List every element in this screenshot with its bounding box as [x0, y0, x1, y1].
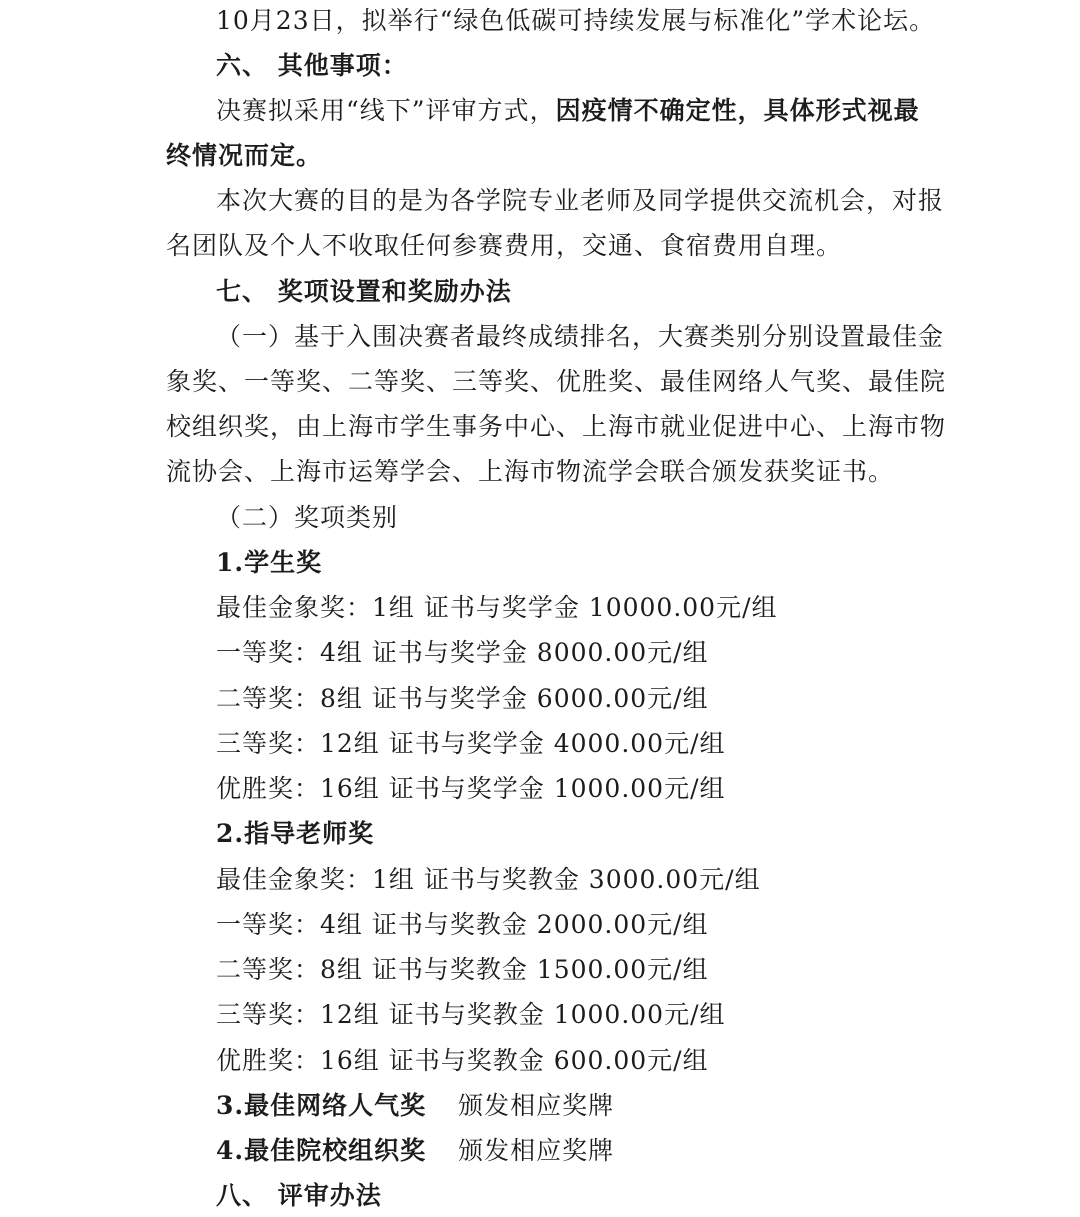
- final-review-continued: 终情况而定。: [166, 141, 323, 170]
- purpose-line-2: 名团队及个人不收取任何参赛费用，交通、食宿费用自理。: [166, 231, 843, 260]
- teacher-award-gold: 最佳金象奖：1组 证书与奖教金 3000.00元/组: [216, 865, 761, 894]
- teacher-award-second: 二等奖：8组 证书与奖教金 1500.00元/组: [216, 955, 709, 984]
- network-award-title: 3.最佳网络人气奖: [216, 1091, 427, 1120]
- section-7-heading: 七、 奖项设置和奖励办法: [216, 277, 512, 306]
- section-8-heading: 八、 评审办法: [216, 1181, 382, 1210]
- teacher-award-merit: 优胜奖：16组 证书与奖教金 600.00元/组: [216, 1046, 709, 1075]
- final-review-method: 决赛拟采用“线下”评审方式，: [216, 96, 556, 125]
- organization-award-desc: 颁发相应奖牌: [458, 1136, 615, 1165]
- purpose-line-1: 本次大赛的目的是为各学院专业老师及同学提供交流机会，对报: [216, 186, 945, 215]
- section-6-heading: 六、 其他事项：: [216, 51, 408, 80]
- award-category-heading: （二）奖项类别: [216, 503, 399, 532]
- network-award-line: [216, 1091, 614, 1121]
- award-setting-line-3: 校组织奖，由上海市学生事务中心、上海市就业促进中心、上海市物: [166, 412, 947, 441]
- award-setting-line-2: 象奖、一等奖、二等奖、三等奖、优胜奖、最佳网络人气奖、最佳院: [166, 367, 947, 396]
- forum-date-line: 10月23日，拟举行“绿色低碳可持续发展与标准化”学术论坛。: [216, 6, 936, 35]
- teacher-award-first: 一等奖：4组 证书与奖教金 2000.00元/组: [216, 910, 709, 939]
- organization-award-line: [216, 1136, 614, 1166]
- teacher-award-heading: 2.指导老师奖: [216, 819, 375, 848]
- student-award-first: 一等奖：4组 证书与奖学金 8000.00元/组: [216, 638, 709, 667]
- final-review-uncertainty: 因疫情不确定性，具体形式视最: [555, 96, 920, 125]
- student-award-gold: 最佳金象奖：1组 证书与奖学金 10000.00元/组: [216, 593, 778, 622]
- student-award-merit: 优胜奖：16组 证书与奖学金 1000.00元/组: [216, 774, 726, 803]
- award-setting-line-4: 流协会、上海市运筹学会、上海市物流学会联合颁发获奖证书。: [166, 457, 895, 486]
- student-award-second: 二等奖：8组 证书与奖学金 6000.00元/组: [216, 684, 709, 713]
- student-award-heading: 1.学生奖: [216, 548, 323, 577]
- network-award-desc: 颁发相应奖牌: [458, 1091, 615, 1120]
- final-review-line: [216, 96, 920, 126]
- student-award-third: 三等奖：12组 证书与奖学金 4000.00元/组: [216, 729, 726, 758]
- organization-award-title: 4.最佳院校组织奖: [216, 1136, 427, 1165]
- teacher-award-third: 三等奖：12组 证书与奖教金 1000.00元/组: [216, 1000, 726, 1029]
- award-setting-line-1: （一）基于入围决赛者最终成绩排名，大赛类别分别设置最佳金: [216, 322, 945, 351]
